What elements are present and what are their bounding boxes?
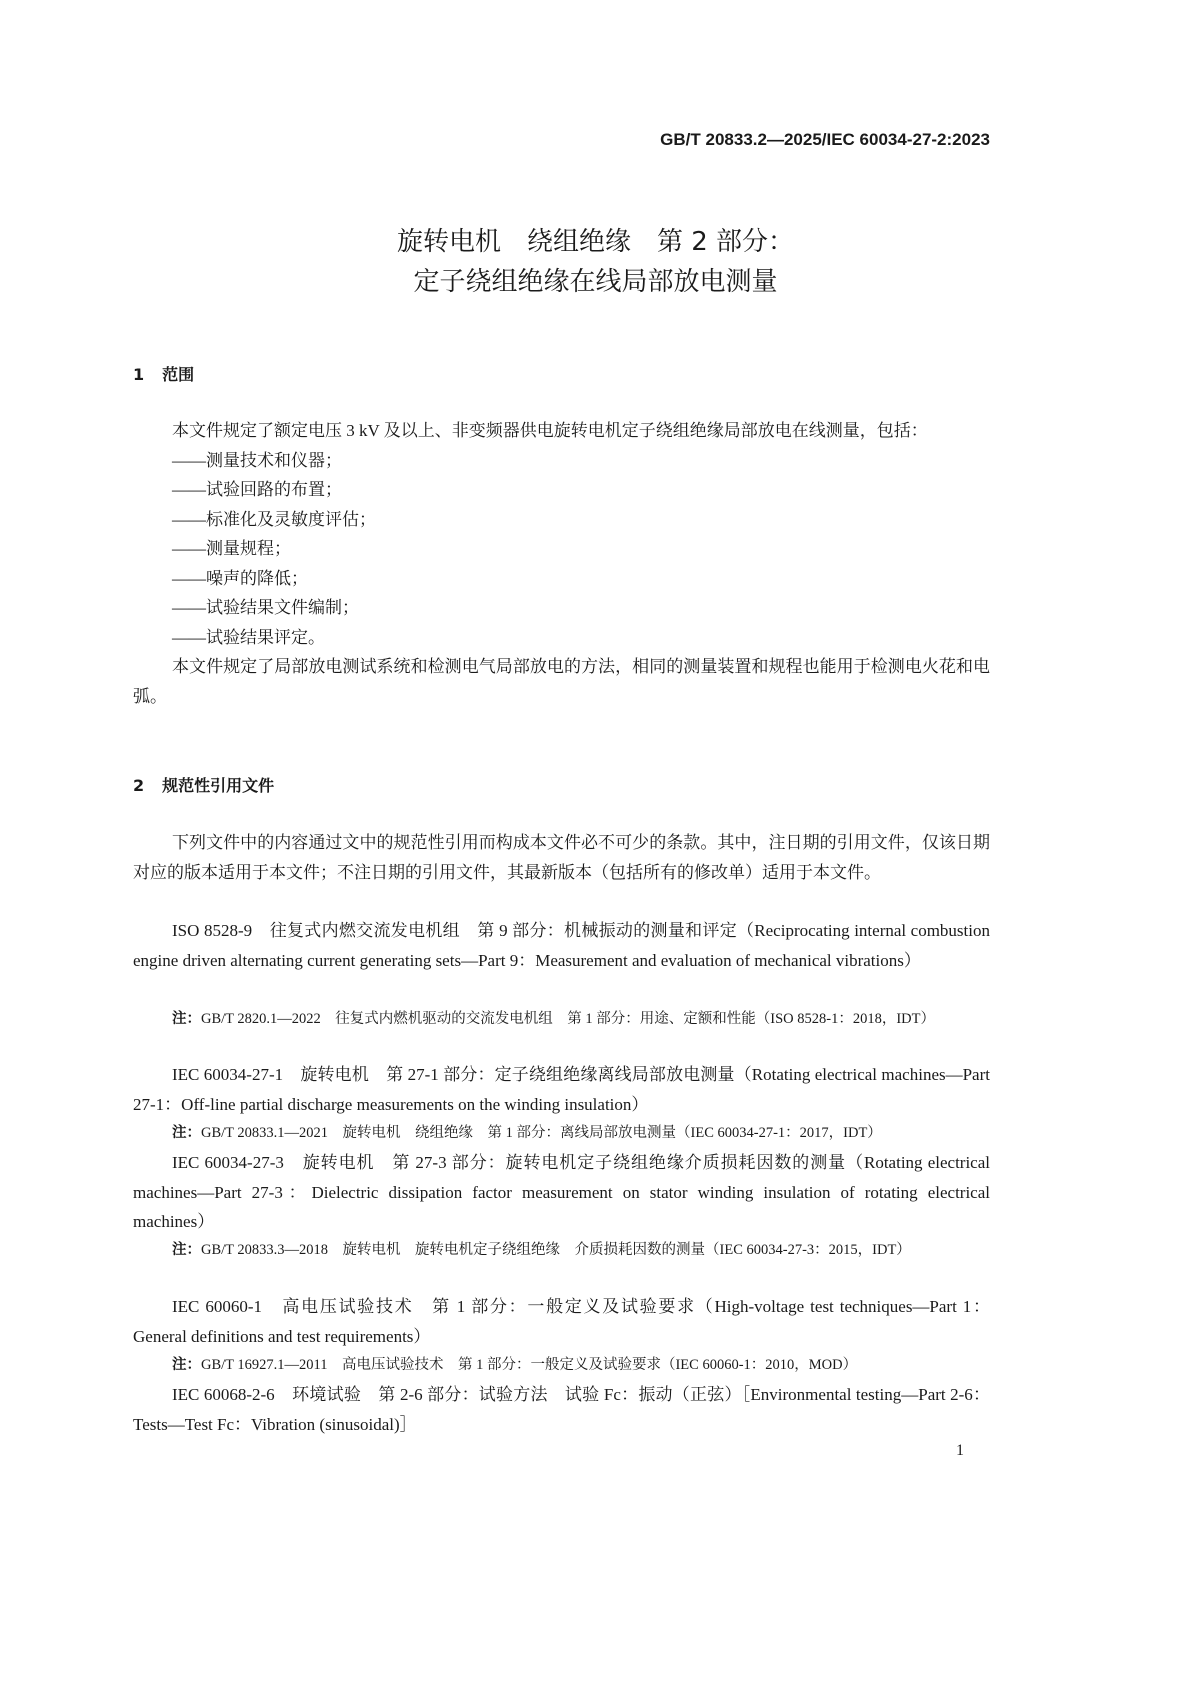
document-number: GB/T 20833.2—2025/IEC 60034-27-2:2023	[660, 130, 990, 149]
note-text: GB/T 2820.1—2022 往复式内燃机驱动的交流发电机组 第 1 部分：用途、定额和性能（ISO 8528-1：2018，IDT）	[201, 1011, 935, 1027]
paragraph: 本文件规定了局部放电测试系统和检测电气局部放电的方法，相同的测量装置和规程也能用于检测电火花和电弧。	[133, 657, 990, 706]
paragraph: 本文件规定了额定电压 3 kV 及以上、非变频器供电旋转电机定子绕组绝缘局部放电在线测量，包括：	[172, 421, 928, 440]
reference-entry: IEC 60034-27-3 旋转电机 第 27-3 部分：旋转电机定子绕组绝缘介质损耗因数的测量（Rotating electrical machines—Part 27-3：Dielectric dissipation factor measurement on stator winding insulation of rotating electrical machines）	[133, 1153, 990, 1231]
page-number: 1	[956, 1442, 964, 1459]
section-number: 1	[133, 365, 145, 384]
section-1-heading	[133, 362, 194, 385]
reference-entry: IEC 60034-27-1 旋转电机 第 27-1 部分：定子绕组绝缘离线局部放电测量（Rotating electrical machines—Part 27-1：Off-line partial discharge measurements on the winding insulation）	[133, 1065, 990, 1114]
reference-entry: IEC 60068-2-6 环境试验 第 2-6 部分：试验方法 试验 Fc：振动（正弦）［Environmental testing—Part 2-6：Tests—Test Fc：Vibration (sinusoidal)］	[133, 1385, 990, 1434]
reference-note	[172, 1352, 990, 1378]
title-line-2: 定子绕组绝缘在线局部放电测量	[413, 267, 778, 297]
section-number: 2	[133, 776, 145, 795]
note-label: 注：	[172, 1242, 201, 1258]
note-text: GB/T 16927.1—2011 高电压试验技术 第 1 部分：一般定义及试验要求（IEC 60060-1：2010，MOD）	[201, 1357, 858, 1373]
reference-note	[172, 1120, 990, 1146]
list-item: ——标准化及灵敏度评估；	[172, 509, 376, 529]
section-title: 规范性引用文件	[162, 776, 275, 795]
section-title: 范围	[162, 365, 195, 384]
paragraph: 下列文件中的内容通过文中的规范性引用而构成本文件必不可少的条款。其中，注日期的引用文件，仅该日期对应的版本适用于本文件；不注日期的引用文件，其最新版本（包括所有的修改单）适用于本文件。	[133, 833, 990, 882]
list-item: ——试验结果文件编制；	[172, 598, 359, 617]
section-2-heading	[133, 773, 274, 796]
note-label: 注：	[172, 1125, 201, 1141]
list-item: ——试验回路的布置；	[172, 480, 342, 499]
note-label: 注：	[172, 1357, 201, 1373]
list-item: ——噪声的降低；	[172, 568, 308, 588]
list-item: ——测量技术和仪器；	[172, 450, 342, 470]
section-1-body	[133, 416, 990, 711]
title-line-1: 旋转电机 绕组绝缘 第 2 部分：	[396, 227, 795, 257]
reference-note	[172, 1237, 990, 1263]
reference-entry: IEC 60060-1 高电压试验技术 第 1 部分：一般定义及试验要求（High-voltage test techniques—Part 1：General definitions and test requirements）	[133, 1297, 990, 1346]
document-title	[0, 222, 1191, 302]
list-item: ——测量规程；	[172, 539, 291, 558]
note-text: GB/T 20833.1—2021 旋转电机 绕组绝缘 第 1 部分：离线局部放电测量（IEC 60034-27-1：2017，IDT）	[201, 1125, 882, 1141]
reference-entry: ISO 8528-9 往复式内燃交流发电机组 第 9 部分：机械振动的测量和评定（Reciprocating internal combustion engine driven alternating current generating sets—Part 9：Measurement and evaluation of mechanical vibrations）	[133, 921, 990, 970]
list-item: ——试验结果评定。	[172, 627, 325, 647]
reference-note	[172, 1006, 990, 1032]
note-text: GB/T 20833.3—2018 旋转电机 旋转电机定子绕组绝缘 介质损耗因数的测量（IEC 60034-27-3：2015，IDT）	[201, 1242, 911, 1258]
note-label: 注：	[172, 1011, 201, 1027]
